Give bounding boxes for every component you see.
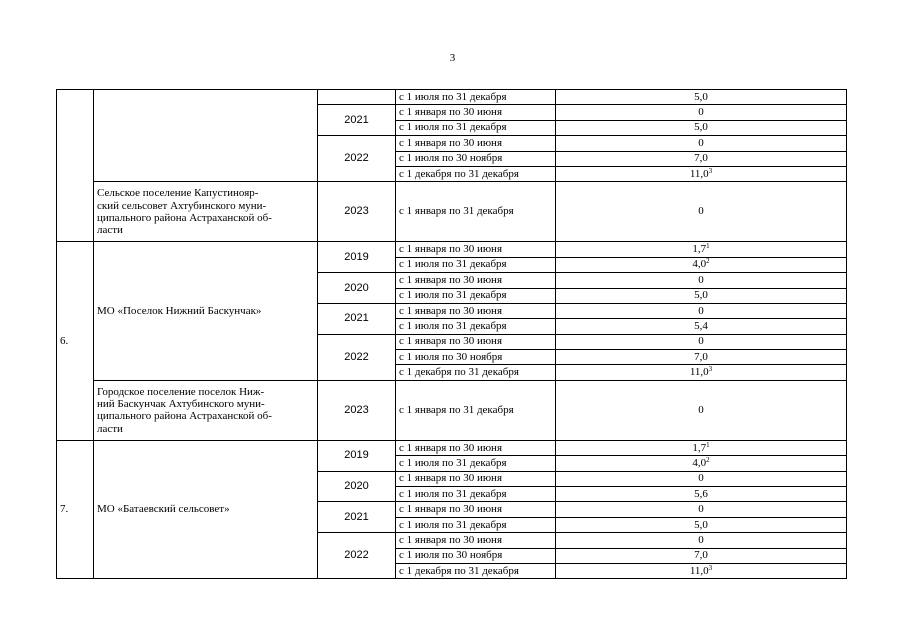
tariff-table (56, 89, 847, 579)
municipality-name-cell: МО «Поселок Нижний Баскунчак» (94, 242, 318, 381)
table-row (57, 90, 847, 105)
settlement-name-cell (94, 182, 318, 242)
value-cell: 0 (556, 105, 847, 120)
period-cell: с 1 июля по 31 декабря (396, 517, 556, 532)
period-cell: с 1 июля по 30 ноября (396, 350, 556, 365)
table-row (57, 440, 847, 455)
value-cell: 0 (556, 380, 847, 440)
year-cell: 2020 (318, 273, 396, 304)
period-cell: с 1 января по 30 июня (396, 136, 556, 151)
value-cell: 5,0 (556, 120, 847, 135)
value-cell: 5,0 (556, 288, 847, 303)
year-cell (318, 90, 396, 105)
period-cell: с 1 января по 30 июня (396, 502, 556, 517)
row-number-cell: 7. (57, 440, 94, 579)
year-cell: 2021 (318, 303, 396, 334)
value-cell (556, 456, 847, 471)
value-text: 4,0 (692, 456, 707, 469)
value-cell (556, 257, 847, 272)
period-cell: с 1 июля по 31 декабря (396, 288, 556, 303)
settlement-name-line: ний Баскунчак Ахтубинского муни- (97, 398, 265, 411)
period-cell: с 1 июля по 30 ноября (396, 151, 556, 166)
period-cell: с 1 июля по 30 ноября (396, 548, 556, 563)
value-text: 11,0 (689, 564, 709, 577)
table-row (57, 242, 847, 257)
period-cell: с 1 июля по 31 декабря (396, 487, 556, 502)
row-number-cell: 6. (57, 242, 94, 441)
municipality-name-cell: МО «Батаевский сельсовет» (94, 440, 318, 579)
footnote-marker: 1 (706, 440, 710, 449)
footnote-marker: 2 (706, 455, 710, 464)
period-cell: с 1 января по 30 июня (396, 105, 556, 120)
value-cell: 0 (556, 471, 847, 486)
year-cell: 2022 (318, 533, 396, 579)
value-cell (556, 563, 847, 578)
footnote-marker: 3 (708, 166, 713, 175)
period-cell: с 1 января по 31 декабря (396, 182, 556, 242)
settlement-name-cell (94, 380, 318, 440)
settlement-name-line: ласти (97, 422, 123, 435)
year-cell: 2021 (318, 105, 396, 136)
value-text: 1,7 (692, 441, 707, 454)
value-cell: 0 (556, 533, 847, 548)
value-text: 11,0 (689, 167, 709, 180)
footnote-marker: 3 (708, 365, 713, 374)
year-cell: 2020 (318, 471, 396, 502)
period-cell: с 1 января по 30 июня (396, 273, 556, 288)
period-cell: с 1 января по 30 июня (396, 533, 556, 548)
settlement-name-line: ский сельсовет Ахтубинского муни- (97, 199, 267, 212)
page-number: 3 (449, 52, 456, 64)
year-cell: 2023 (318, 182, 396, 242)
settlement-name-line: ципального района Астраханской об- (97, 211, 272, 224)
value-cell: 0 (556, 334, 847, 349)
value-text: 11,0 (689, 366, 709, 379)
value-cell (556, 242, 847, 257)
value-cell: 0 (556, 182, 847, 242)
municipality-name-cell (94, 90, 318, 182)
period-cell: с 1 января по 30 июня (396, 242, 556, 257)
value-cell: 0 (556, 136, 847, 151)
footnote-marker: 2 (706, 257, 710, 266)
period-cell: с 1 января по 30 июня (396, 471, 556, 486)
footnote-marker: 1 (706, 242, 710, 251)
value-cell: 5,4 (556, 319, 847, 334)
settlement-name-line: Городское поселение поселок Ниж- (97, 385, 265, 398)
value-cell (556, 365, 847, 380)
value-cell (556, 166, 847, 181)
period-cell: с 1 июля по 31 декабря (396, 120, 556, 135)
settlement-name-line: ласти (97, 224, 123, 237)
table-row (57, 380, 847, 440)
period-cell: с 1 июля по 31 декабря (396, 90, 556, 105)
period-cell: с 1 января по 31 декабря (396, 380, 556, 440)
value-cell: 7,0 (556, 151, 847, 166)
period-cell: с 1 января по 30 июня (396, 334, 556, 349)
row-number-cell (57, 90, 94, 242)
period-cell: с 1 июля по 31 декабря (396, 319, 556, 334)
value-cell: 0 (556, 502, 847, 517)
value-text: 1,7 (692, 243, 707, 256)
year-cell: 2022 (318, 136, 396, 182)
settlement-name-line: ципального района Астраханской об- (97, 410, 272, 423)
year-cell: 2022 (318, 334, 396, 380)
value-cell: 0 (556, 273, 847, 288)
value-cell: 0 (556, 303, 847, 318)
footnote-marker: 3 (708, 563, 713, 572)
period-cell: с 1 декабря по 31 декабря (396, 563, 556, 578)
year-cell: 2019 (318, 242, 396, 273)
period-cell: с 1 июля по 31 декабря (396, 456, 556, 471)
period-cell: с 1 января по 30 июня (396, 440, 556, 455)
year-cell: 2019 (318, 440, 396, 471)
value-text: 4,0 (692, 258, 707, 271)
period-cell: с 1 июля по 31 декабря (396, 257, 556, 272)
table-row (57, 182, 847, 242)
value-cell: 5,6 (556, 487, 847, 502)
value-cell: 7,0 (556, 350, 847, 365)
period-cell: с 1 декабря по 31 декабря (396, 365, 556, 380)
period-cell: с 1 декабря по 31 декабря (396, 166, 556, 181)
year-cell: 2023 (318, 380, 396, 440)
settlement-name-line: Сельское поселение Капустинояр- (97, 187, 259, 200)
value-cell: 5,0 (556, 90, 847, 105)
value-cell: 5,0 (556, 517, 847, 532)
value-cell (556, 440, 847, 455)
period-cell: с 1 января по 30 июня (396, 303, 556, 318)
value-cell: 7,0 (556, 548, 847, 563)
year-cell: 2021 (318, 502, 396, 533)
